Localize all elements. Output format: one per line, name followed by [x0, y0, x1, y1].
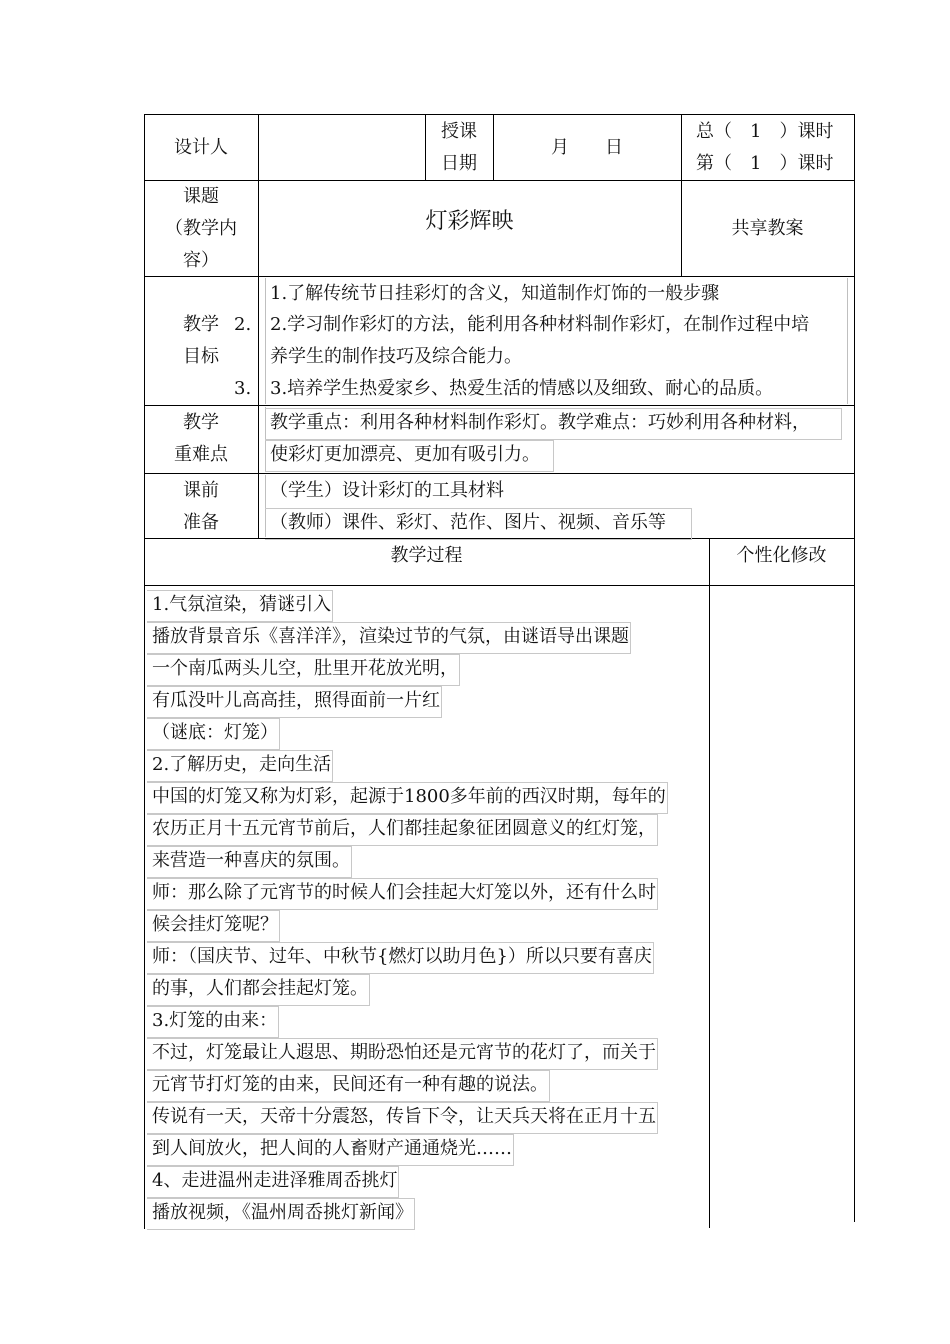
topic-label-line-2: （教学内 — [165, 218, 237, 239]
prep-line-2: （教师）课件、彩灯、范作、图片、视频、音乐等 — [270, 512, 666, 533]
goals-side-number-3: 3. — [234, 378, 252, 399]
total-lessons: 总（ 1 ）课时 — [696, 121, 834, 142]
process-line: 师：（国庆节、过年、中秋节{燃灯以助月色}）所以只要有喜庆 — [152, 946, 652, 967]
date-label-line-2: 日期 — [441, 153, 477, 174]
goal-item-3: 3.培养学生热爱家乡、热爱生活的情感以及细致、耐心的品质。 — [270, 378, 774, 399]
process-line: 4、走进温州走进泽雅周岙挑灯 — [152, 1170, 398, 1191]
goals-inner-right-line — [847, 278, 848, 404]
keypoints-label-line-1: 教学 — [183, 412, 219, 433]
process-line: （谜底：灯笼） — [152, 722, 278, 743]
table-right-border — [854, 114, 855, 1222]
col-divider-label — [258, 114, 259, 538]
process-line: 的事，人们都会挂起灯笼。 — [152, 978, 368, 999]
date-value[interactable]: 月 日 — [551, 137, 623, 158]
process-line: 到人间放火，把人间的人畜财产通通烧光…… — [152, 1138, 512, 1159]
goals-label-line-1: 教学 — [183, 314, 219, 335]
goal-item-1: 1.了解传统节日挂彩灯的含义，知道制作灯饰的一般步骤 — [270, 283, 720, 304]
process-line: 候会挂灯笼呢？ — [152, 914, 278, 935]
current-lesson: 第（ 1 ）课时 — [696, 153, 834, 174]
lesson-title: 灯彩辉映 — [425, 209, 514, 234]
process-line: 有瓜没叶儿高高挂，照得面前一片红 — [152, 690, 440, 711]
process-line: 2.了解历史，走向生活 — [152, 754, 332, 775]
prep-line-1: （学生）设计彩灯的工具材料 — [270, 480, 504, 501]
process-header: 教学过程 — [390, 545, 463, 566]
shared-plan-note: 共享教案 — [731, 218, 804, 239]
row-divider-keypoints — [144, 473, 855, 474]
process-line: 播放视频，《温州周岙挑灯新闻》 — [152, 1202, 413, 1223]
process-line: 3.灯笼的由来： — [152, 1010, 278, 1031]
col-divider-process — [709, 538, 710, 1228]
col-divider-lessons — [681, 114, 682, 276]
process-line: 传说有一天，天帝十分震怒，传旨下令，让天兵天将在正月十五 — [152, 1106, 656, 1127]
topic-label-line-3: 容） — [183, 250, 219, 271]
process-line: 播放背景音乐《喜洋洋》，渲染过节的气氛，由谜语导出课题 — [152, 626, 629, 647]
process-line: 农历正月十五元宵节前后，人们都挂起象征团圆意义的红灯笼， — [152, 818, 656, 839]
row-divider-goals — [144, 405, 855, 406]
row-divider-process-header — [144, 585, 855, 586]
keypoints-line-1: 教学重点：利用各种材料制作彩灯。教学难点：巧妙利用各种材料， — [270, 412, 810, 433]
prep-label-line-2: 准备 — [183, 512, 219, 533]
goal-item-2: 2.学习制作彩灯的方法，能利用各种材料制作彩灯，在制作过程中培 — [270, 314, 810, 335]
goals-inner-left-line — [265, 278, 266, 404]
date-label-line-1: 授课 — [441, 121, 477, 142]
custom-edit-header: 个性化修改 — [736, 545, 827, 566]
process-line: 1.气氛渲染，猜谜引入 — [152, 594, 332, 615]
process-line: 来营造一种喜庆的氛围。 — [152, 850, 350, 871]
topic-label-line-1: 课题 — [183, 186, 219, 207]
goal-item-2-cont: 养学生的制作技巧及综合能力。 — [270, 346, 522, 367]
designer-label: 设计人 — [174, 137, 228, 158]
process-line: 中国的灯笼又称为灯彩，起源于1800多年前的西汉时期，每年的 — [152, 786, 666, 807]
process-line: 元宵节打灯笼的由来，民间还有一种有趣的说法。 — [152, 1074, 548, 1095]
goals-label-line-2: 目标 — [183, 346, 219, 367]
process-line: 不过，灯笼最让人遐思、期盼恐怕还是元宵节的花灯了，而关于 — [152, 1042, 656, 1063]
keypoints-label-line-2: 重难点 — [174, 444, 228, 465]
process-line: 一个南瓜两头儿空，肚里开花放光明， — [152, 658, 458, 679]
table-top-border — [144, 114, 855, 115]
table-left-border — [144, 114, 145, 1229]
keypoints-line-2: 使彩灯更加漂亮、更加有吸引力。 — [270, 444, 540, 465]
prep-label-line-1: 课前 — [183, 480, 219, 501]
goals-side-number-2: 2. — [234, 314, 252, 335]
designer-value[interactable] — [258, 132, 425, 164]
process-line: 师：那么除了元宵节的时候人们会挂起大灯笼以外，还有什么时 — [152, 882, 656, 903]
